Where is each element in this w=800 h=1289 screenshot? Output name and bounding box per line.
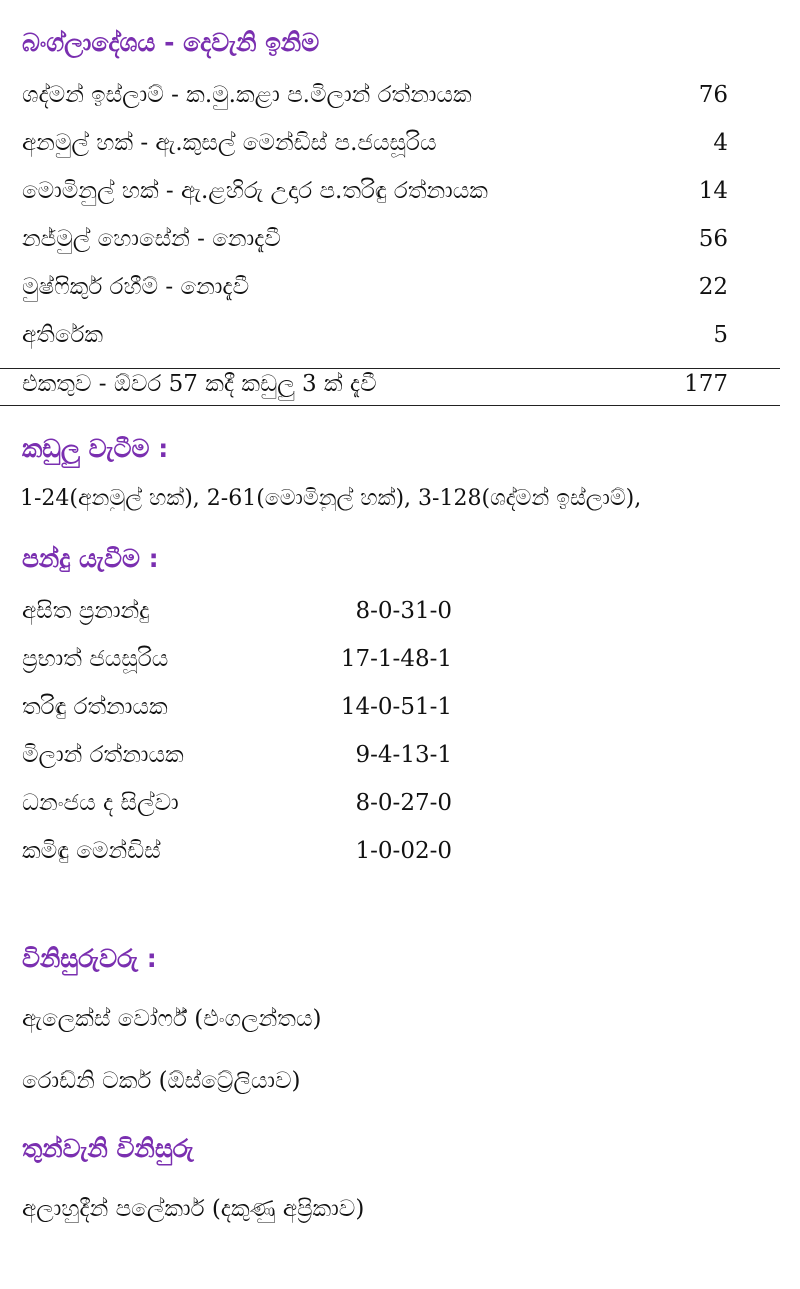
total-row bbox=[0, 368, 780, 406]
third-umpire-heading: තුන්වැනි විනිසුරු bbox=[22, 1134, 194, 1163]
batting-row bbox=[22, 274, 742, 310]
batting-row bbox=[22, 82, 742, 118]
third-umpire-name: අලාහුදීන් පලේකාර් (දකුණු අප්‍රිකාව) bbox=[22, 1196, 365, 1222]
umpires-heading: විනිසුරුවරු : bbox=[22, 944, 157, 973]
batter-name: අනමුල් හක් - ඇ.කුසල් මෙන්ඩිස් ප.ජයසූරිය bbox=[22, 130, 437, 156]
batter-name: මොමිනුල් හක් - ඇ.ළහිරු උදාර ප.තරිඳු රත්නායක bbox=[22, 178, 488, 204]
fall-of-wickets-heading: කඩුලු වැටීම : bbox=[22, 434, 169, 463]
batter-name: ශද්මන් ඉස්ලාම් - ක.මු.කළා ප.මිලාන් රත්නායක bbox=[22, 82, 472, 108]
batter-runs: 22 bbox=[698, 274, 728, 300]
batter-runs: 76 bbox=[698, 82, 728, 108]
batter-runs: 56 bbox=[698, 226, 728, 252]
batting-row bbox=[22, 130, 742, 166]
bowling-row bbox=[22, 694, 482, 730]
bowling-row bbox=[22, 742, 482, 778]
bowling-row bbox=[22, 790, 482, 826]
bowler-figures: 8-0-27-0 bbox=[355, 790, 452, 816]
total-label: එකතුව - ඕවර 57 කදී කඩුලු 3 ක් දැවී bbox=[22, 371, 377, 397]
bowler-name: ප්‍රභාත් ජයසූරිය bbox=[22, 646, 169, 672]
fall-of-wickets-text: 1-24(අනමුල් හක්), 2-61(මොමිනුල් හක්), 3-128(ශද්මන් ඉස්ලාම්), bbox=[20, 486, 642, 511]
extras-row bbox=[22, 322, 742, 358]
bowler-figures: 9-4-13-1 bbox=[355, 742, 452, 768]
batter-name: නජ්මුල් හොසේන් - නොදැවී bbox=[22, 226, 281, 252]
umpire-name: රොඩ්නි ටකර් (ඕස්ට්‍රේලියාව) bbox=[22, 1068, 301, 1094]
bowling-row bbox=[22, 838, 482, 874]
extras-runs: 5 bbox=[713, 322, 728, 348]
bowling-heading: පන්දු යැවීම : bbox=[22, 544, 159, 573]
batter-runs: 14 bbox=[698, 178, 728, 204]
innings-title: බංග්ලාදේශය - දෙවැනි ඉනිම bbox=[22, 28, 320, 57]
batting-row bbox=[22, 226, 742, 262]
total-runs: 177 bbox=[684, 371, 728, 397]
batter-runs: 4 bbox=[713, 130, 728, 156]
bowling-row bbox=[22, 646, 482, 682]
bowler-figures: 17-1-48-1 bbox=[340, 646, 452, 672]
bowler-name: ධනංජය ද සිල්වා bbox=[22, 790, 179, 816]
bowler-name: කමිඳු මෙන්ඩිස් bbox=[22, 838, 161, 864]
extras-label: අතිරේක bbox=[22, 322, 104, 348]
bowler-name: තරිඳු රත්නායක bbox=[22, 694, 168, 720]
bowler-figures: 8-0-31-0 bbox=[355, 598, 452, 624]
bowling-row bbox=[22, 598, 482, 634]
bowler-figures: 14-0-51-1 bbox=[340, 694, 452, 720]
batter-name: මුෂ්ෆිකුර් රහීම් - නොදැවී bbox=[22, 274, 250, 300]
batting-row bbox=[22, 178, 742, 214]
bowler-name: මිලාන් රත්නායක bbox=[22, 742, 184, 768]
umpire-name: ඇලෙක්ස් වෝර්ෆ් (එංගලන්තය) bbox=[22, 1006, 322, 1032]
bowler-name: අසිත ප්‍රනාන්දු bbox=[22, 598, 150, 624]
bowler-figures: 1-0-02-0 bbox=[355, 838, 452, 864]
